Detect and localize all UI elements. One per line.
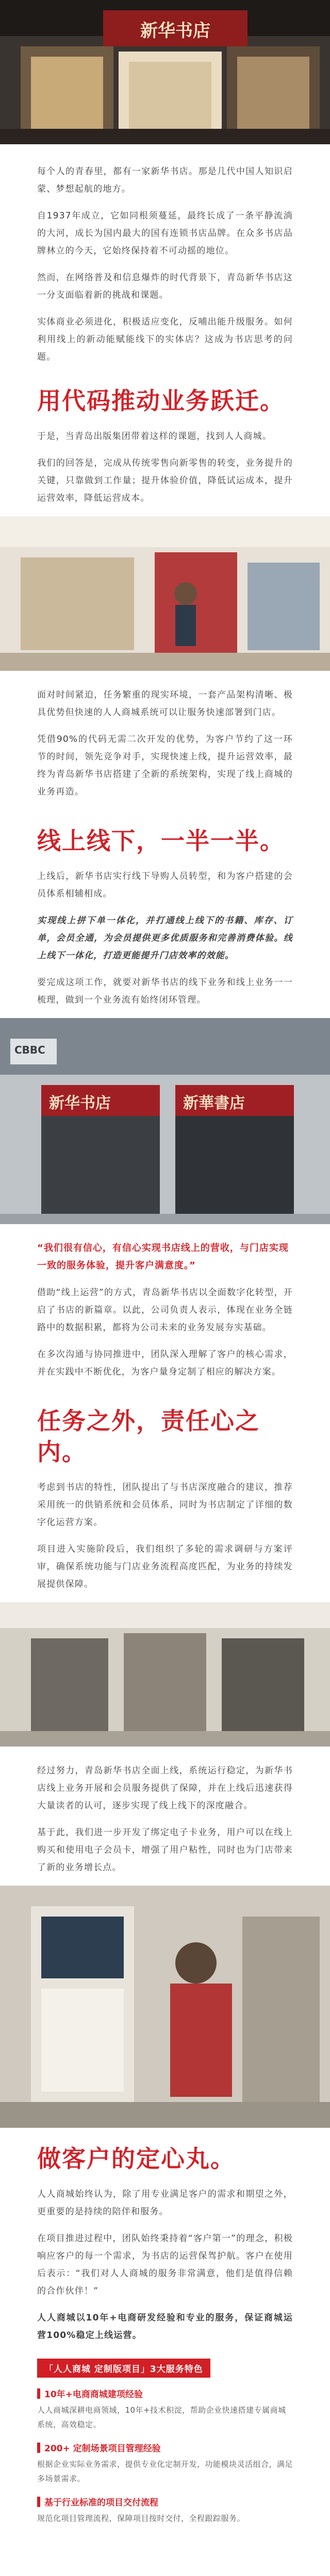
feature-bar-icon bbox=[37, 2497, 40, 2507]
section-paragraph: 于是，当青岛出版集团带着这样的课题，找到人人商城。 bbox=[37, 431, 272, 442]
feature-desc: 根据企业实际业务需求，提供专业化定制开发，功能模块灵活组合，满足多场景需求。 bbox=[37, 2460, 293, 2483]
section-responsibility bbox=[0, 1405, 330, 1593]
feature-title: 10年+电商商城建项经验 bbox=[44, 2389, 143, 2400]
section-code bbox=[0, 385, 330, 507]
intro-section bbox=[0, 163, 330, 366]
section-online-offline bbox=[0, 825, 330, 1009]
feature-bar-icon bbox=[37, 2443, 40, 2453]
section-paragraph: 项目进入实施阶段后，我们组织了多轮的需求调研与方案评审，确保系统功能与门店业务流程高度匹配，为业务的持续发展提供保障。 bbox=[37, 1544, 293, 1589]
self-service-image bbox=[0, 1886, 330, 2128]
store-interior-photo bbox=[0, 516, 330, 671]
mall-sign-left: 新华书店 bbox=[49, 1094, 111, 1112]
features-heading: 「人人商城 定制版项目」3大服务特色 bbox=[37, 2359, 210, 2378]
feature-bar-icon bbox=[37, 2388, 40, 2399]
section-responsibility-continued bbox=[0, 1762, 330, 1876]
section-paragraph: 经过努力，青岛新华书店全面上线，系统运行稳定，为新华书店线上业务开展和会员服务提供了保障，并在上线后迅速获得大量读者的认可，逐步实现了线上线下的深度融合。 bbox=[37, 1766, 293, 1811]
section-paragraph: 面对时间紧迫，任务繁重的现实环境，一套产品架构清晰、极具优势但快速的人人商城系统可以让服务快速部署到门店。 bbox=[37, 690, 293, 718]
mall-sign-right: 新華書店 bbox=[183, 1094, 245, 1112]
section-paragraph: 上线后，新华书店实行线下导购人员转型，和为客户搭建的会员体系相辅相成。 bbox=[37, 871, 293, 899]
section-paragraph: 考虑到书店的特性，团队提出了与书店深度融合的建议，推荐采用统一的供销系统和会员体系，同时为书店制定了详细的数字化运营方案。 bbox=[37, 1482, 293, 1528]
highlight-paragraph: 实现线上拼下单一体化，并打通线上线下的书籍、库存、订单，会员全通，为会员提供更多优质服务和完善消费体验。线上线下一体化，打造更能提升门店效率的效能。 bbox=[37, 916, 293, 961]
features-box bbox=[0, 2359, 330, 2526]
self-service-photo bbox=[0, 1886, 330, 2128]
storefront-photo bbox=[0, 0, 330, 144]
feature-desc: 规范化项目管理流程，保障项目按时交付，全程跟踪服务。 bbox=[37, 2514, 245, 2523]
section-paragraph: 基于此，我们进一步开发了绑定电子卡业务，用户可以在线上购买和使用电子会员卡，增强了用户粘性，同时也为门店带来了新的业务增长点。 bbox=[37, 1827, 293, 1873]
intro-paragraph: 然而，在网络普及和信息爆炸的时代背景下，青岛新华书店这一分支面临着新的挑战和课题。 bbox=[37, 273, 293, 300]
feature-title: 200+ 定制场景项目管理经验 bbox=[44, 2444, 161, 2454]
section-reassurance bbox=[0, 2143, 330, 2344]
store-hall-photo bbox=[0, 1602, 330, 1747]
section-title: 线上线下，一半一半。 bbox=[37, 827, 285, 855]
section-title: 用代码推动业务跃迁。 bbox=[37, 387, 285, 415]
section-paragraph: 借助“线上运营”的方式，青岛新华书店以全面数字化转型，开启了书店的新篇章。以此，公司负责人表示，体现在业务全链路中的数据积累，都将为公司未来的业务发展夯实基础。 bbox=[37, 1287, 293, 1333]
feature-title: 基于行业标准的项目交付流程 bbox=[44, 2498, 158, 2508]
section-paragraph: 我们的回答是，完成从传统零售向新零售的转变，业务提升的关键，只靠做到工作量；提升体验价值，降低试运成本，提升运营效率，降低运营成本。 bbox=[37, 458, 293, 503]
section-paragraph: 在多次沟通与协同推进中，团队深入理解了客户的核心需求，并在实践中不断优化，为客户量身定制了相应的解决方案。 bbox=[37, 1349, 293, 1377]
section-paragraph: 在项目推进过程中，团队始终秉持着“客户第一”的理念，积极响应客户的每一个需求，为书店的运营保驾护航。客户在使用后表示：“我们对人人商城的服务非常满意，他们是值得信赖的合作伙伴！” bbox=[37, 2233, 293, 2296]
intro-paragraph: 实体商业必须进化，积极适应变化，反哺出能升级服务。如何利用线上的新动能赋能线下的实体店？这成为书店思考的问题。 bbox=[37, 317, 293, 362]
intro-paragraph: 自1937年成立，它如同根须蔓延，最终长成了一条平静流淌的大河，成长为国内最大的国有连锁书店品牌。在众多书店品牌林立的今天，它始终保持着不可动摇的地位。 bbox=[37, 211, 293, 256]
section-title: 任务之外，责任心之内。 bbox=[37, 1407, 260, 1466]
section-online-offline-continued bbox=[0, 1240, 330, 1381]
feature-item bbox=[37, 2441, 293, 2486]
section-paragraph: 要完成这项工作，就要对新华书店的线下业务和线上业务一一梳理，做到一个业务流有始终闭环管理。 bbox=[37, 977, 293, 1005]
section-paragraph: 人人商城始终认为，除了用专业满足客户的需求和期望之外，更重要的是持续的陪伴和服务。 bbox=[37, 2189, 293, 2217]
feature-desc: 人人商城深耕电商领域，10年+技术积淀，帮助企业快速搭建专属商城系统，高效稳定。 bbox=[37, 2405, 286, 2429]
store-hall-image bbox=[0, 1602, 330, 1747]
feature-item bbox=[37, 2495, 293, 2526]
mall-brand-sign: CBBC bbox=[14, 1044, 45, 1056]
feature-item bbox=[37, 2387, 293, 2432]
section-code-continued bbox=[0, 686, 330, 801]
customer-quote: “我们很有信心，有信心实现书店线上的营收，与门店实现一致的服务体验，提升客户满意度。” bbox=[37, 1243, 289, 1271]
storefront-sign: 新华书店 bbox=[140, 21, 210, 41]
section-paragraph: 凭借90%的代码无需二次开发的优势，为客户节约了这一环节的时间，领先竞争对手，实现快速上线，提升运营效率，最终为青岛新华书店搭建了全新的系统架构，实现了线上商城的业务再造。 bbox=[37, 734, 293, 797]
intro-paragraph: 每个人的青春里，都有一家新华书店。那是几代中国人知识启蒙、梦想起航的地方。 bbox=[37, 166, 293, 194]
mall-store-image bbox=[0, 1018, 330, 1224]
closing-statement: 人人商城以10年+电商研发经验和专业的服务，保证商城运营100%稳定上线运营。 bbox=[37, 2313, 293, 2341]
mall-store-photo bbox=[0, 1018, 330, 1224]
store-interior-image bbox=[0, 516, 330, 671]
section-title: 做客户的定心丸。 bbox=[37, 2145, 235, 2173]
